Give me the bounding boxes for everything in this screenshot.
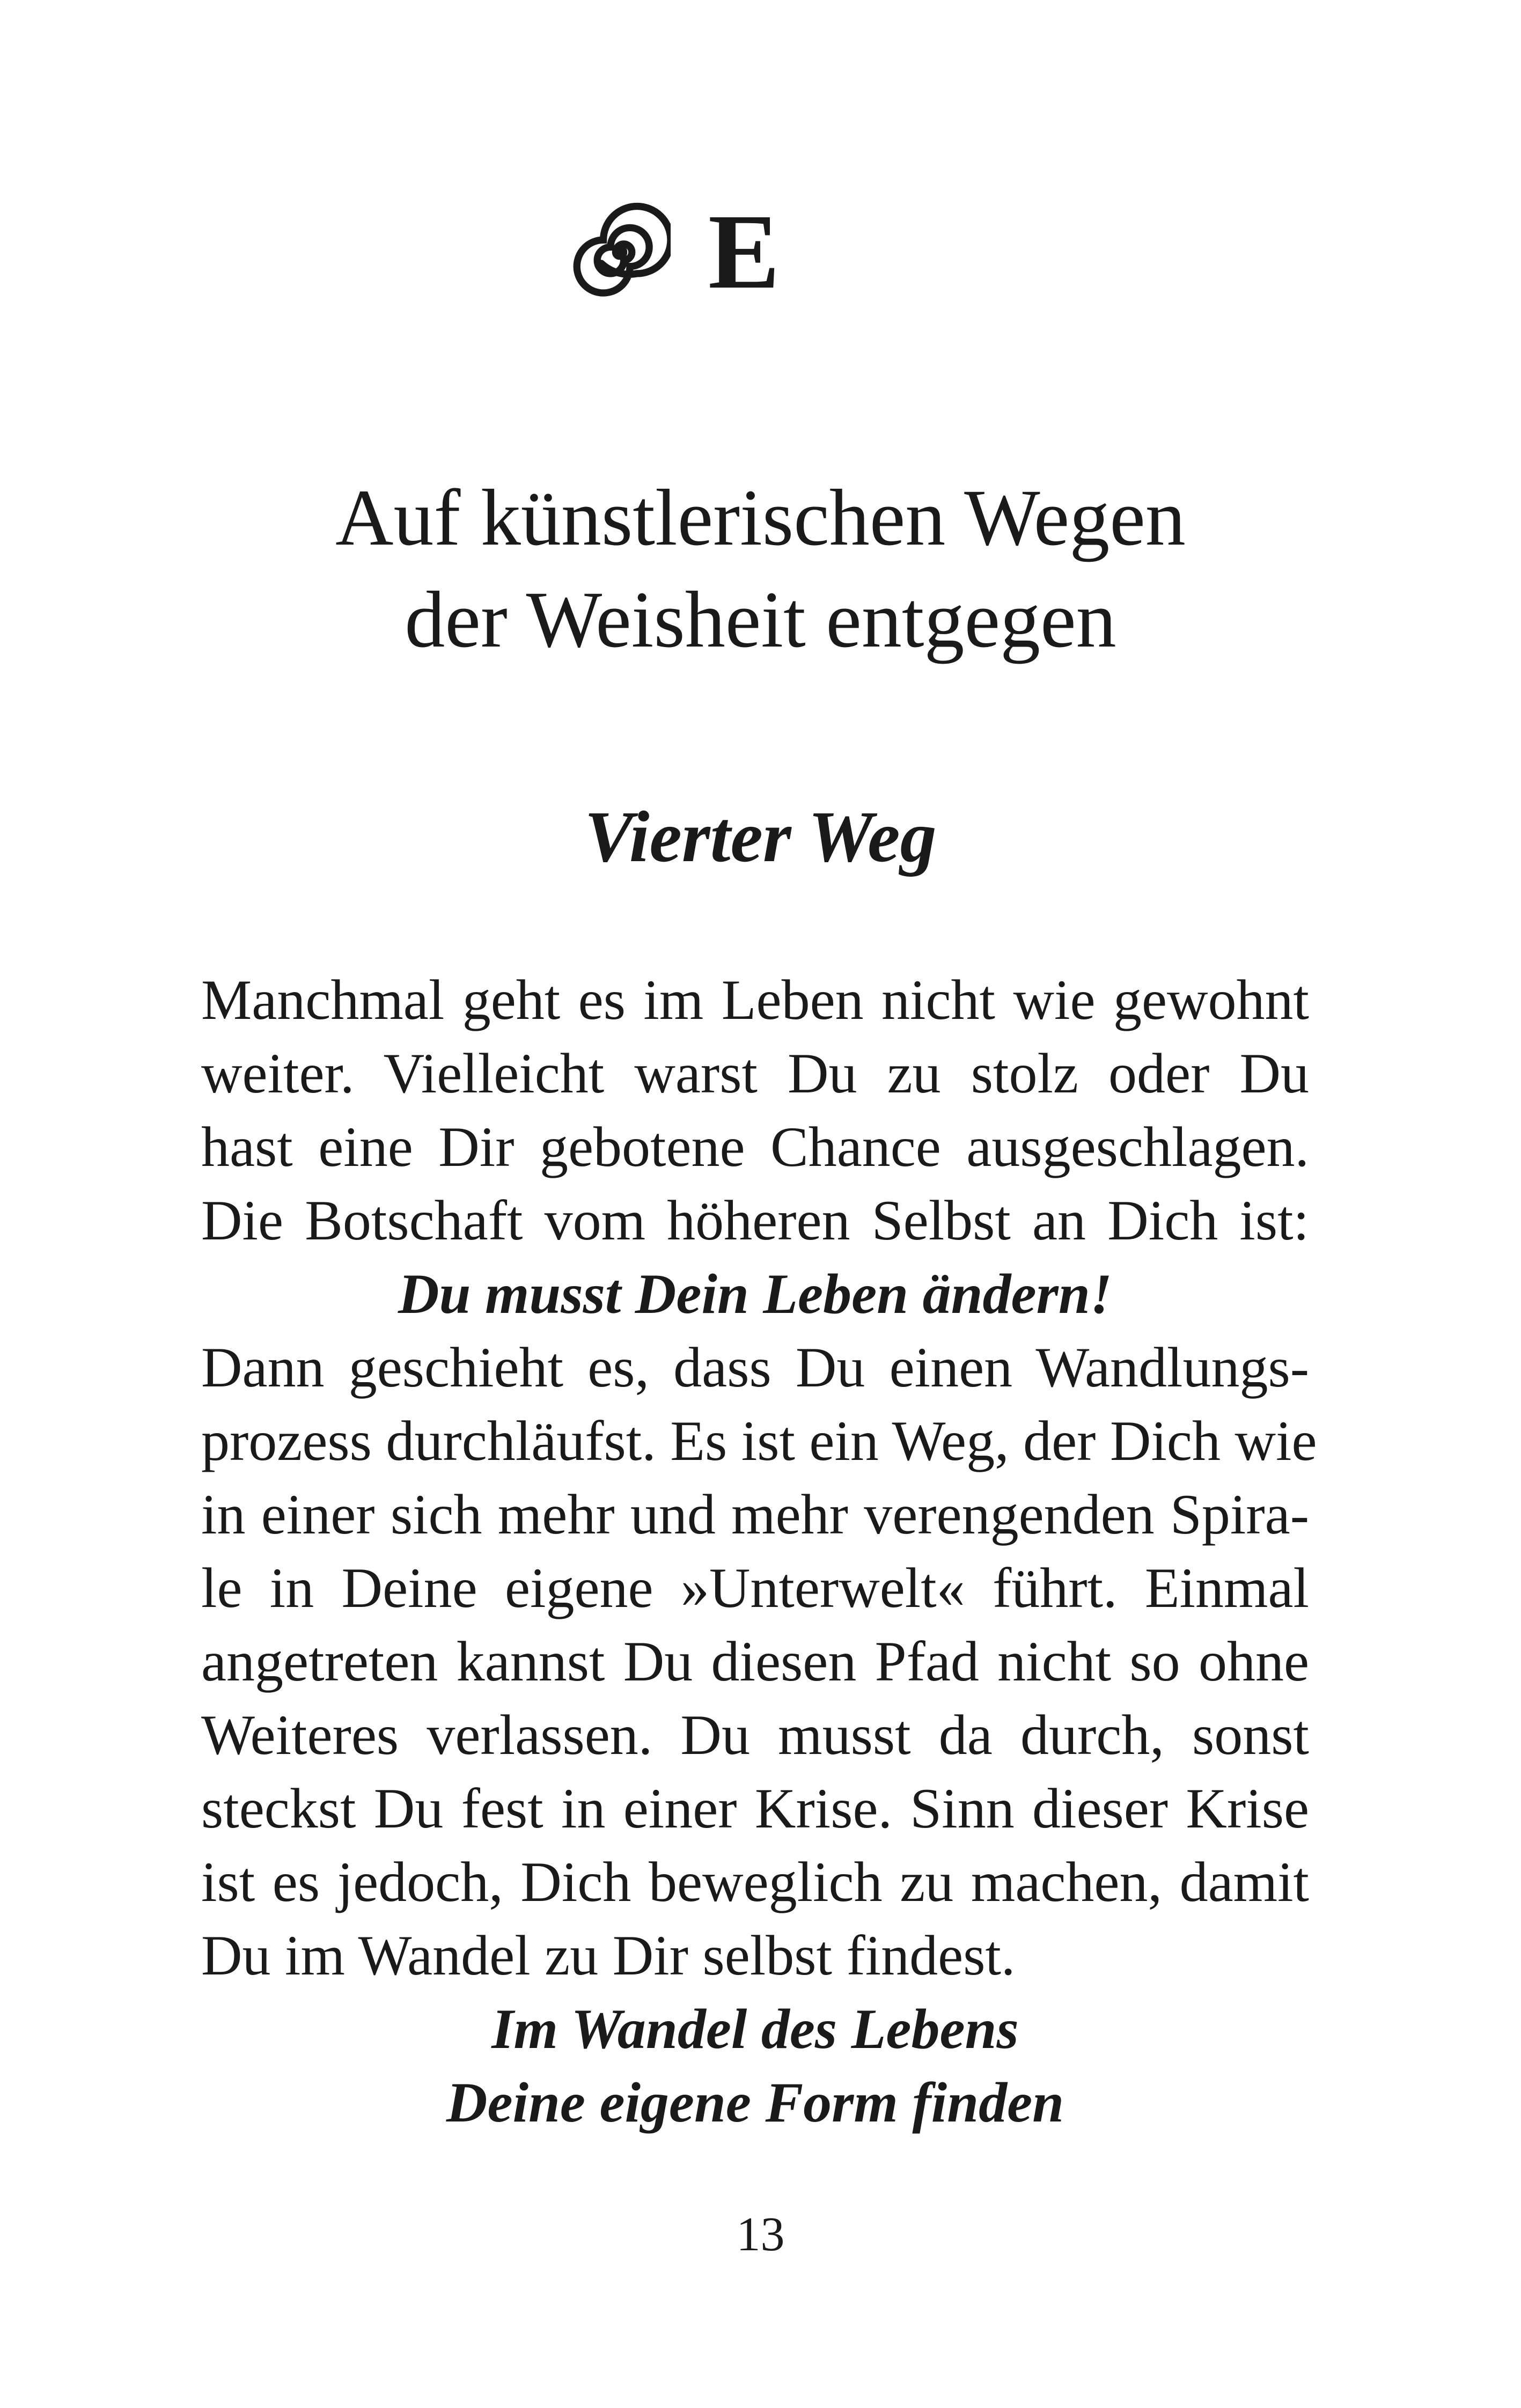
body-paragraph — [201, 963, 1317, 2139]
emphasized-line: Deine eigene Form finden — [446, 2071, 1064, 2134]
spiral-icon — [569, 201, 671, 303]
emphasized-line: Im Wandel des Lebens — [491, 1998, 1019, 2060]
text-line: Manchmal geht es im Leben nicht wie gewohnt — [201, 968, 1309, 1031]
text-line: angetreten kannst Du diesen Pfad nicht so ohne — [201, 1630, 1309, 1693]
text-line: Dann geschieht es, dass Du einen Wandlungs- — [201, 1336, 1309, 1399]
text-line: prozess durchläufst. Es ist ein Weg, der Dich wie — [201, 1409, 1317, 1472]
text-line: steckst Du fest in einer Krise. Sinn dieser Krise — [201, 1777, 1309, 1840]
emphasized-line: Du musst Dein Leben ändern! — [398, 1262, 1113, 1325]
text-line: ist es jedoch, Dich beweglich zu machen, damit — [201, 1851, 1309, 1913]
chapter-letter: E — [708, 193, 780, 311]
section-subtitle: Vierter Weg — [584, 797, 937, 877]
text-line: in einer sich mehr und mehr verengenden Spira- — [201, 1483, 1309, 1546]
text-line: le in Deine eigene »Unterwelt« führt. Einmal — [201, 1557, 1309, 1619]
chapter-emblem — [569, 193, 780, 311]
page-number: 13 — [736, 2208, 785, 2261]
chapter-title-line-1: Auf künstlerischen Wegen — [335, 473, 1186, 562]
text-line: Du im Wandel zu Dir selbst findest. — [201, 1924, 1016, 1987]
chapter-title-line-2: der Weisheit entgegen — [405, 575, 1116, 664]
chapter-title — [0, 467, 1521, 671]
text-line: hast eine Dir gebotene Chance ausgeschlagen. — [201, 1115, 1309, 1178]
text-line: weiter. Vielleicht warst Du zu stolz oder Du — [201, 1042, 1309, 1105]
text-line: Weiteres verlassen. Du musst da durch, sonst — [201, 1704, 1309, 1766]
text-line: Die Botschaft vom höheren Selbst an Dich ist: — [201, 1189, 1309, 1252]
